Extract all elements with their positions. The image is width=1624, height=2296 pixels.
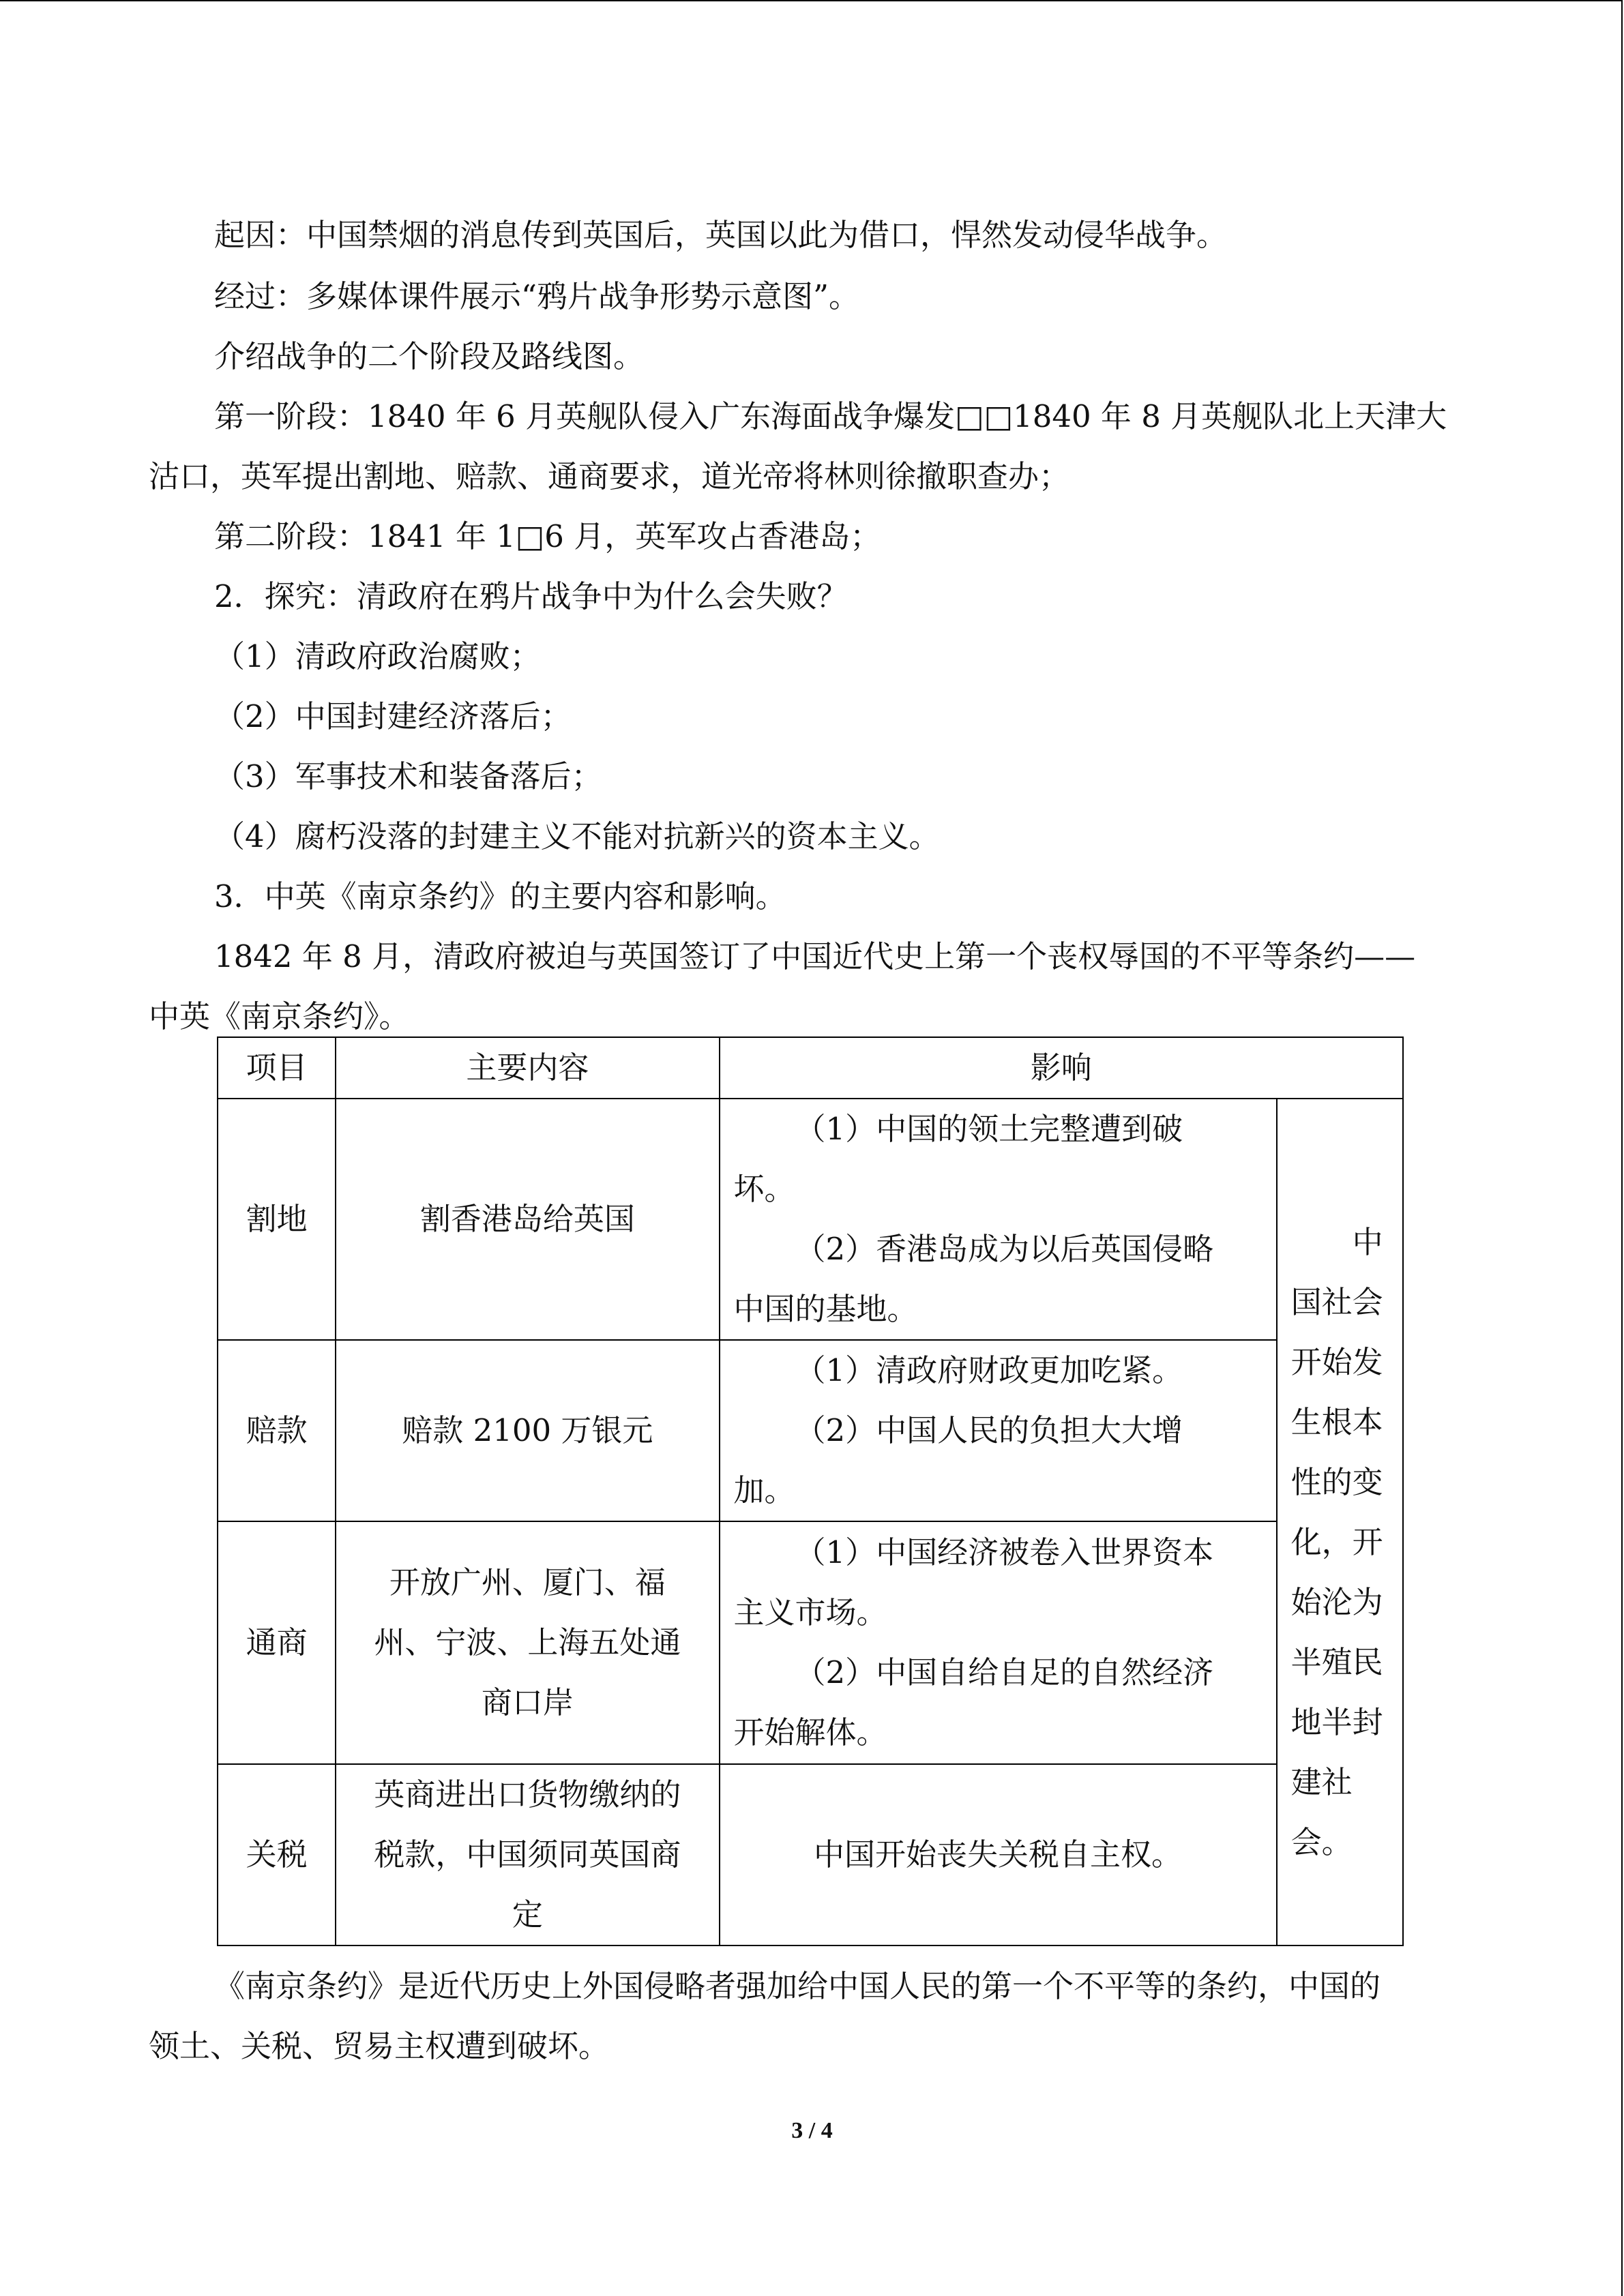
effect-line: 中国开始丧失关税自主权。 [814,1836,1183,1873]
paragraph-stage2: 第二阶段：1841 年 1□6 月，英军攻占香港岛； [214,518,881,554]
paragraph-cause: 起因：中国禁烟的消息传到英国后，英国以此为借口，悍然发动侵华战争。 [214,217,1228,253]
effect-line: （2）中国自给自足的自然经济 [795,1654,1214,1690]
content-line: 税款，中国须同英国商 [374,1836,681,1873]
row-effect [720,1099,1277,1340]
reason-1: （1）清政府政治腐败； [214,638,541,674]
row-item: 通商 [218,1521,336,1764]
reason-4: （4）腐朽没落的封建主义不能对抗新兴的资本主义。 [214,818,940,854]
content-line: 赔款 2100 万银元 [402,1412,653,1448]
paragraph-intro: 介绍战争的二个阶段及路线图。 [214,338,645,374]
paragraph-stage1-line2: 沽口，英军提出割地、赔款、通商要求，道光帝将林则徐撤职查办； [149,458,1070,494]
table-row [218,1099,1403,1340]
table-row [218,1764,1403,1945]
effect-line: （2）中国人民的负担大大增 [795,1412,1183,1448]
overall-effect-line: 半殖民 [1290,1644,1383,1680]
treaty-line-2: 中英《南京条约》。 [149,998,410,1034]
row-item: 关税 [218,1764,336,1945]
summary-line-1: 《南京条约》是近代历史上外国侵略者强加给中国人民的第一个不平等的条约，中国的 [214,1968,1381,2004]
row-content [336,1764,719,1945]
header-item: 项目 [218,1037,336,1099]
effect-line: 主义市场。 [733,1594,887,1630]
header-effect: 影响 [720,1037,1403,1099]
effect-line: （1）中国的领土完整遭到破 [795,1111,1183,1147]
content-line: 开放广州、厦门、福 [389,1564,666,1600]
content-line: 州、宁波、上海五处通 [374,1624,681,1660]
row-effect [720,1764,1277,1945]
row-effect [720,1340,1277,1521]
row-effect [720,1521,1277,1764]
overall-effect-line: 中 [1352,1224,1383,1260]
effect-line: （1）中国经济被卷入世界资本 [795,1534,1214,1570]
effect-line: 加。 [733,1472,795,1508]
effect-line: （2）香港岛成为以后英国侵略 [795,1231,1214,1267]
content-line: 割香港岛给英国 [419,1201,635,1237]
overall-effect-line: 始沦为 [1290,1584,1383,1620]
summary-line-2: 领土、关税、贸易主权遭到破坏。 [149,2028,610,2064]
overall-effect-line: 国社会 [1290,1284,1383,1320]
row-item: 割地 [218,1099,336,1340]
paragraph-process: 经过：多媒体课件展示“鸦片战争形势示意图”。 [214,278,860,314]
overall-effect-line: 开始发 [1290,1344,1383,1380]
effect-line: 坏。 [733,1171,795,1207]
reason-2: （2）中国封建经济落后； [214,698,572,734]
reason-3: （3）军事技术和装备落后； [214,758,602,794]
page-number: 3 / 4 [791,2118,833,2143]
overall-effect-line: 性的变 [1290,1464,1383,1500]
content-line: 商口岸 [481,1684,574,1720]
overall-effect [1277,1099,1403,1945]
overall-effect-line: 化，开 [1290,1524,1383,1560]
overall-effect-line: 会。 [1290,1824,1353,1860]
table-row [218,1340,1403,1521]
overall-effect-line: 地半封 [1290,1704,1383,1740]
row-content [336,1340,719,1521]
row-item: 赔款 [218,1340,336,1521]
row-content [336,1099,719,1340]
content-line: 定 [512,1896,543,1933]
effect-line: 中国的基地。 [733,1291,918,1327]
table-header-row [218,1037,1403,1099]
content-line: 英商进出口货物缴纳的 [374,1776,681,1813]
question-3: 3．中英《南京条约》的主要内容和影响。 [214,878,786,914]
header-content: 主要内容 [336,1037,719,1099]
question-2: 2．探究：清政府在鸦片战争中为什么会失败？ [214,578,848,614]
treaty-line-1: 1842 年 8 月，清政府被迫与英国签订了中国近代史上第一个丧权辱国的不平等条约—— [214,938,1416,974]
overall-effect-line: 生根本 [1290,1404,1383,1440]
overall-effect-line: 建社 [1290,1764,1353,1800]
paragraph-stage1-line1: 第一阶段：1840 年 6 月英舰队侵入广东海面战争爆发□□1840 年 8 月英舰队北上天津大 [214,398,1447,434]
row-content [336,1521,719,1764]
effect-line: 开始解体。 [733,1714,887,1750]
table-row [218,1521,1403,1764]
effect-line: （1）清政府财政更加吃紧。 [795,1352,1183,1388]
treaty-table [217,1037,1404,1946]
